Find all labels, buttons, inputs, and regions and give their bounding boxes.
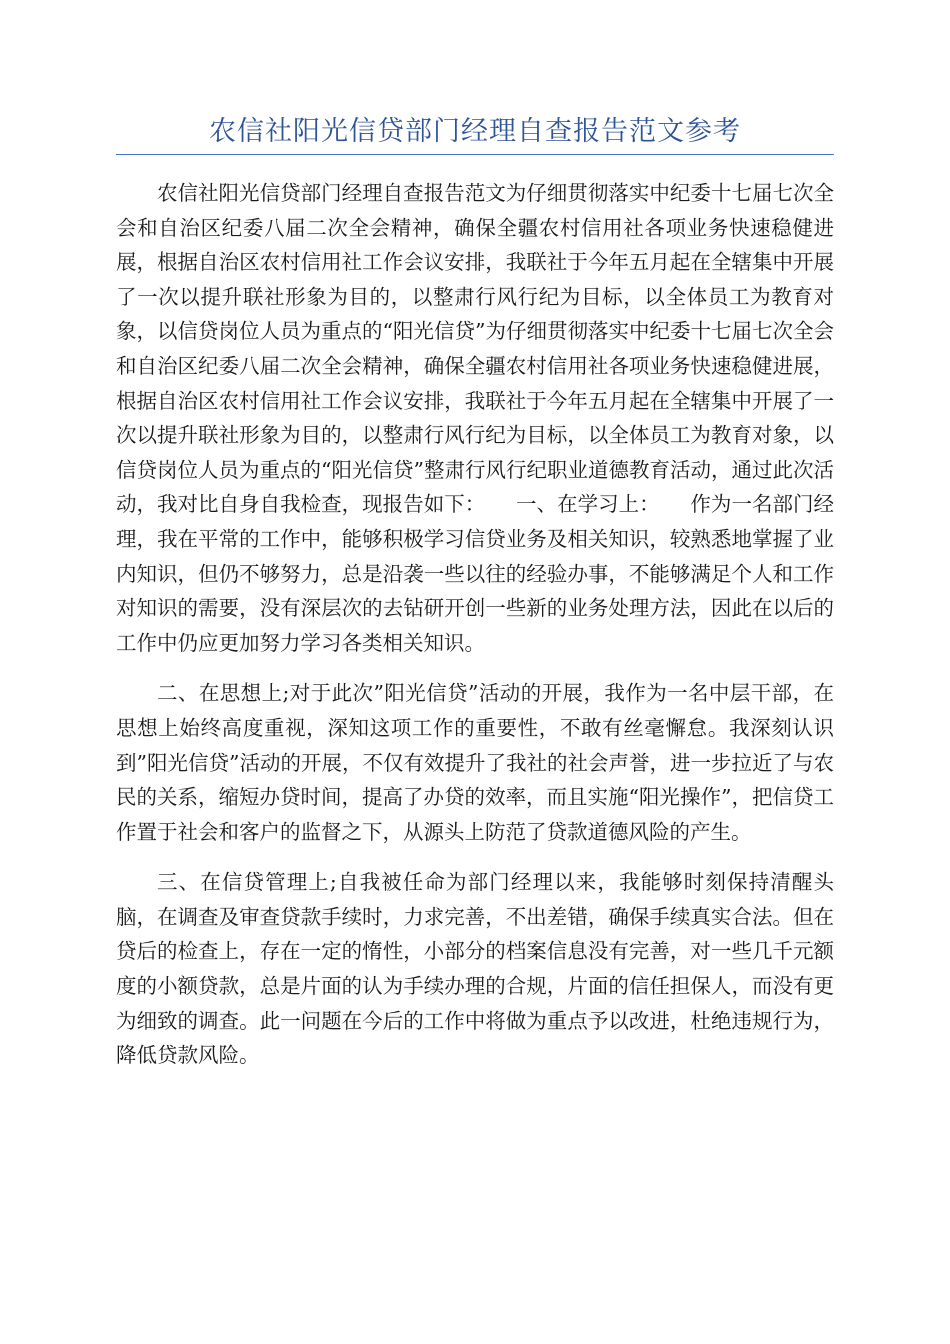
title-underline (116, 154, 834, 155)
document-title: 农信社阳光信贷部门经理自查报告范文参考 (209, 116, 741, 147)
body-paragraph-3: 三、在信贷管理上;自我被任命为部门经理以来，我能够时刻保持清醒头脑，在调查及审查贷款手续时，力求完善，不出差错，确保手续真实合法。但在贷后的检查上，存在一定的惰性，小部分的档案信息没有完善，对一些几千元额度的小额贷款，总是片面的认为手续办理的合规，片面的信任担保人，而没有更为细致的调查。此一问题在今后的工作中将做为重点予以改进，杜绝违规行为，降低贷款风险。 (116, 870, 834, 1068)
body-paragraph-1: 农信社阳光信贷部门经理自查报告范文为仔细贯彻落实中纪委十七届七次全会和自治区纪委八届二次全会精神，确保全疆农村信用社各项业务快速稳健进展，根据自治区农村信用社工作会议安排，我联社于今年五月起在全辖集中开展了一次以提升联社形象为目的，以整肃行风行纪为目标，以全体员工为教育对象，以信贷岗位人员为重点的“阳光信贷”为仔细贯彻落实中纪委十七届七次全会和自治区纪委八届二次全会精神，确保全疆农村信用社各项业务快速稳健进展，根据自治区农村信用社工作会议安排，我联社于今年五月起在全辖集中开展了一次以提升联社形象为目的，以整肃行风行纪为目标，以全体员工为教育对象，以信贷岗位人员为重点的“阳光信贷”整肃行风行纪职业道德教育活动，通过此次活动，我对比自身自我检查，现报告如下： 一、在学习上： 作为一名部门经理，我在平常的工作中，能够积极学习信贷业务及相关知识，较熟悉地掌握了业内知识，但仍不够努力，总是沿袭一些以往的经验办事，不能够满足个人和工作对知识的需要，没有深层次的去钻研开创一些新的业务处理方法，因此在以后的工作中仍应更加努力学习各类相关知识。 (116, 181, 834, 655)
body-paragraph-2: 二、在思想上;对于此次”阳光信贷”活动的开展，我作为一名中层干部，在思想上始终高度重视，深知这项工作的重要性，不敢有丝毫懈怠。我深刻认识到”阳光信贷”活动的开展，不仅有效提升了我社的社会声誉，进一步拉近了与农民的关系，缩短办贷时间，提高了办贷的效率，而且实施“阳光操作”，把信贷工作置于社会和客户的监督之下，从源头上防范了贷款道德风险的产生。 (116, 681, 834, 844)
document-body (116, 176, 834, 1073)
